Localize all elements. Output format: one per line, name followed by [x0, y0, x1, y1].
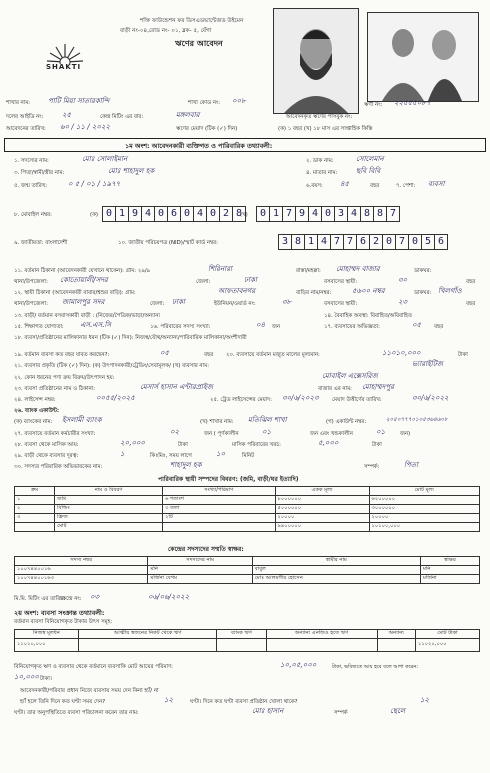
asset-row-cell: জমি — [55, 496, 163, 505]
apply-date-label: আবেদনের তারিখ: — [6, 126, 46, 132]
account-no-label: (গ) একাউন্ট নম্বর: — [326, 419, 367, 425]
stock-value: ১১০১০,০০০ — [382, 349, 421, 357]
present-district-label: জেলা: — [196, 279, 211, 285]
meeting-date-value: ০৬/০৬/২০২২ — [148, 593, 190, 601]
asset-row-cell: ৯৯০০০০০ — [275, 523, 369, 532]
marital-label: ১৪. বৈবাহিক অবস্থা: বিবাহিত/অবিবাহিত — [324, 313, 412, 319]
witness-col-member-no: সদস্য নম্বর — [15, 557, 148, 566]
parttime-label: জন এবং খন্ডকালীন — [310, 431, 353, 437]
travel-time-value: ১০ — [216, 450, 226, 458]
asset-row — [15, 514, 480, 523]
mobile-2-digit: 9 — [296, 207, 309, 221]
mobile-1-digit: 6 — [168, 207, 181, 221]
bank-branch-label: (খ) শাখার নাম: — [200, 419, 234, 425]
present-village-value: শিরিনারা — [208, 265, 233, 273]
mobile-2-digit: 8 — [374, 207, 387, 221]
asset-row-cell: ২ — [15, 505, 55, 514]
duration-options: (ক) ১ বছর (খ) ১৮ মাস এর সাপ্তাহিক কিস্তি — [278, 126, 373, 132]
permanent-district-label: জেলা: — [150, 301, 165, 307]
asset-row-cell: ৩০০০০০০ — [369, 505, 480, 514]
nid-digit: 3 — [279, 235, 292, 249]
duration-label: ঋণের মেয়াদ (টিক (✓) দিন) — [176, 126, 238, 132]
part2-title: ২য় অংশ: ব্যবসা সংক্রান্ত তথ্যাবলী: — [14, 609, 105, 617]
guardian-relation-value: পিতা — [404, 461, 419, 469]
distance-label: ২৯. বাড়ী থেকে ব্যবসার দূরত্ব: — [14, 453, 79, 459]
substitute-relation-label: সম্পর্ক — [334, 710, 348, 716]
witness-table — [14, 556, 480, 584]
mobile-2-digit: 1 — [270, 207, 283, 221]
family-size-value: ০৪ — [256, 321, 266, 329]
hours-question: হ্যাঁ হলে তিনি দিনে কত ঘণ্টা সময় দেন? — [20, 699, 106, 705]
bank-name-value: ইসলামী ব্যাংক — [62, 416, 102, 424]
investment-header: অন্যান্য এনজিও হতে ঋণ — [266, 630, 377, 639]
brand-name: SHAKTI — [46, 63, 82, 71]
experience-label: ১৭. ব্যবসায়ের অভিজ্ঞতা: — [324, 324, 380, 330]
sunburst-logo-icon — [40, 34, 90, 64]
investment-value — [79, 639, 217, 652]
passbook-label: আবেদনকৃত ঋণের পাসবুক নং: — [286, 114, 353, 120]
mobile-number-2 — [256, 206, 400, 222]
part1-title: ১ম অংশ: আবেদনকারী ব্যক্তিগত ও পারিবারিক তথ্যাবলী: — [125, 142, 273, 150]
asset-row-cell: ফ্রিজ — [55, 514, 163, 523]
mother-name-label: ৪. মাতার নাম: — [306, 170, 338, 176]
permanent-stay-label: বসবাসের স্থায়ী: — [324, 301, 358, 307]
assets-col-serial: ক্রম — [15, 487, 55, 496]
mobile-1-digit: 0 — [103, 207, 116, 221]
hours-value: ১২ — [164, 696, 174, 704]
products-label: ২২. কোন ধরনের পণ্য ক্রয় বিক্রয়/উৎপাদন হয়: — [14, 375, 115, 381]
mobile-label: ৮. মোবাইল নম্বর: — [14, 212, 52, 218]
market-value: মোহাম্মদপুর — [362, 383, 394, 391]
parttime-value: ০১ — [376, 428, 386, 436]
asset-row-cell: ১ — [15, 496, 55, 505]
nid-digit: 8 — [292, 235, 305, 249]
mobile-1-digit: 1 — [116, 207, 129, 221]
asset-row-cell: ২টি — [163, 514, 275, 523]
travel-time-unit: মিনিট — [242, 453, 255, 459]
employees-value: ০২ — [170, 428, 180, 436]
nid-digit: 7 — [331, 235, 344, 249]
education-value: এস.এস.সি — [80, 321, 111, 329]
bank-name-label: (ক) ব্যাংকের নাম: — [14, 419, 53, 425]
income-note-value: ১০,০৫,০০০ — [280, 661, 317, 669]
mobile-1-digit: 0 — [207, 207, 220, 221]
present-road-value: মোহাম্মদ বাজার — [336, 265, 380, 273]
part2-subtitle: বর্তমান ব্যবসা বিনিয়োগকৃত টাকার উৎস সমূহ: — [14, 619, 113, 625]
asset-row-cell: ৮০০০০০০ — [275, 496, 369, 505]
permanent-post-label: ডাকঘর: — [414, 290, 432, 296]
investment-value: ১১০২০,০০০ — [415, 639, 479, 652]
present-thana-label: থানা/উপজেলা: — [14, 279, 48, 285]
witness-row-cell: বাবুল — [252, 566, 420, 575]
present-address-label: ১১. বর্তমান ঠিকানা (আবেদনকারী যেখানে থাকেন): গ্রাম: ২৯/৯ — [14, 268, 151, 274]
mobile-2-digit: 7 — [283, 207, 296, 221]
business-address-value: মেসার্স হাসান এন্টারপ্রাইজ — [140, 383, 213, 391]
present-stay-value: ৩০ — [398, 276, 408, 284]
monthly-income-value: ২০,০০০ — [120, 439, 145, 447]
permanent-house-label: বাড়ির নাম/নম্বর: — [296, 290, 332, 296]
witness-row-cell: ১০০৭৪৪০০১৬৩ — [15, 575, 148, 584]
permanent-stay-value: ২৩ — [398, 298, 408, 306]
dob-value: ০ ৫ / ০১ / ১৯৭৭ — [68, 180, 121, 188]
mobile-2-digit: 4 — [309, 207, 322, 221]
investment-header: নিজস্ব মূলধন — [15, 630, 79, 639]
asset-row-cell: ৬ শতাংশ — [163, 496, 275, 505]
permanent-house-value: ৫৬০০ নম্বর — [352, 287, 385, 295]
asset-row-cell: ১০১০০,০০০ — [369, 523, 480, 532]
center-no-label: কেন্দ্রে নং: — [60, 596, 82, 602]
future-income-value: ১০,০০০ — [14, 673, 39, 681]
asset-row — [15, 505, 480, 514]
experience-value: ০৫ — [412, 321, 422, 329]
asset-row-cell: ৬২০০০০০ — [369, 496, 480, 505]
experience-unit: বছর — [434, 324, 444, 330]
asset-row-cell — [15, 523, 55, 532]
mobile-k-label: (ক) — [90, 212, 98, 218]
business-address-label: ২৩. ব্যবসা প্রতিষ্ঠানের নাম ও ঠিকানা: — [14, 386, 96, 392]
asset-row-cell — [163, 523, 275, 532]
fulltime-value: ০১ — [262, 428, 272, 436]
father-name-value: মোঃ শাহাদুল হক — [108, 167, 155, 175]
present-road-label: রাস্তা/মহল্লা: — [296, 268, 321, 274]
applicant-portrait-icon — [274, 9, 358, 113]
branch-name-label: শাখার নাম: — [6, 100, 31, 106]
permanent-thana-label: থানা/উপজেলা: — [14, 301, 48, 307]
permanent-stay-unit: বছর — [466, 301, 476, 307]
assets-col-name: নাম ও বিবরণ — [55, 487, 163, 496]
group-no-label: দলের আইডি নং: — [6, 114, 44, 120]
future-income-unit: টাকা। — [40, 676, 52, 682]
asset-row — [15, 496, 480, 505]
occupation-label: ৭. পেশা: — [396, 183, 416, 189]
distance-value: ১ — [120, 450, 125, 458]
nominee-photo — [367, 12, 479, 102]
mobile-kh-label: (খ) — [240, 212, 248, 218]
guardian-label: ৩০. সদস্যর পরিবারিক অভিভাবকের নাম: — [14, 464, 103, 470]
witness-row — [15, 566, 480, 575]
assets-col-unit-price: একক মূল্য — [275, 487, 369, 496]
license-expiry-label: মেয়াদ উত্তীর্ণের তারিখ: — [332, 397, 382, 403]
business-years-unit: বছর — [204, 352, 214, 358]
permanent-district-value: ঢাকা — [172, 298, 185, 306]
age-unit: বছর — [370, 183, 380, 189]
permanent-post-value: খিলগাঁও — [438, 287, 462, 295]
witness-row-cell: মর্জিনা — [420, 575, 479, 584]
mobile-1-digit: 0 — [181, 207, 194, 221]
member-name-value: মোঃ সোলাইমান — [82, 155, 128, 163]
nid-digit: 7 — [396, 235, 409, 249]
witness-row-cell: মোঃ আলমগীর হোসেন — [252, 575, 420, 584]
future-income-label: টাকা, ভবিষ্যতে আয় হবে বলে আশা করেন: — [332, 664, 419, 670]
nid-digit: 0 — [383, 235, 396, 249]
account-no-value: ২০৫০৭৭৭০১০৫৩৬৪৬০৮ — [386, 417, 448, 423]
branch-name-value: পাটি মিয়া সাতারকান্দি — [48, 97, 110, 105]
witness-col-name: সদস্যদের নাম — [148, 557, 252, 566]
mobile-1-digit: 2 — [220, 207, 233, 221]
nid-digit: 7 — [344, 235, 357, 249]
branch-code-label: শাখা কোড নং: — [188, 100, 221, 106]
mobile-1-digit: 9 — [129, 207, 142, 221]
assets-table — [14, 486, 480, 532]
age-label: ৬.বয়স: — [306, 183, 323, 189]
witness-title: কেন্দ্রের সদস্যদের সম্মতি স্বাক্ষর: — [168, 546, 244, 553]
present-post-label: ডাকঘর: — [414, 268, 432, 274]
permanent-ward-value: ৩৮ — [282, 298, 292, 306]
employees-label: ২৭. ব্যবসায়ে বর্তমান কর্মচারীর সংখ্যা: — [14, 431, 96, 437]
org-address: বাড়ী নং-০৪,রোড নং- ০১, ব্লক- ৫, যেঁগা — [120, 28, 212, 34]
stock-value-label: ২০. ব্যবসায়ে বর্তমান মজুত মালের মূল্যমান: — [226, 352, 320, 358]
asset-row — [15, 523, 480, 532]
mobile-2-digit: 4 — [348, 207, 361, 221]
branch-code-value: ০০৮ — [232, 97, 246, 105]
nid-digit: 6 — [357, 235, 370, 249]
investment-header: আত্মীয় স্বজনের নিকট থেকে ঋণ — [79, 630, 217, 639]
present-stay-unit: বছর — [466, 279, 476, 285]
applicant-photo — [273, 8, 359, 114]
center-no-value: ০৩ — [90, 593, 100, 601]
witness-row-cell: ১০০৭৪৪০০১৬ — [15, 566, 148, 575]
asset-row-cell: বিল্ডিং — [55, 505, 163, 514]
family-expense-value: ৫,০০০ — [318, 439, 339, 447]
assets-title: পারিবারিক স্থায়ী সম্পদের বিবরণ: (জমি, বাড়ী/ঘর ইত্যাদি) — [158, 476, 299, 483]
witness-row-cell: মর্জিনা বেগম — [148, 575, 252, 584]
nid-digit: 4 — [318, 235, 331, 249]
mother-name-value: ছবি বিবি — [356, 167, 381, 175]
nid-digit: 1 — [305, 235, 318, 249]
meeting-date-label: মি.মি. মিটিং এর তারিখ: — [14, 596, 66, 602]
center-day-value: মঙ্গলবার — [176, 111, 200, 119]
asset-row-cell: ২০০০০ — [369, 514, 480, 523]
investment-header: ব্যাংক ঋণ — [217, 630, 266, 639]
nid-digit: 0 — [409, 235, 422, 249]
license-label: ২৪. লাইসেন্স নম্বর: — [14, 397, 56, 403]
witness-col-signature: স্বাক্ষর — [420, 557, 479, 566]
loanee-no-value: ২২৫৫৫০৮৭ — [394, 99, 431, 107]
open-hours-value: ১২ — [420, 696, 430, 704]
member-name-label: ১. সদস্যের নাম: — [14, 158, 49, 164]
market-label: বাজার এর নাম: — [318, 386, 352, 392]
mobile-2-digit: 0 — [322, 207, 335, 221]
witness-col-husband: স্বামীর নাম — [252, 557, 420, 566]
business-name-value: ভ্যারাইটিজ — [412, 360, 443, 368]
permanent-thana-value: জামালপুর সদর — [62, 298, 105, 306]
investment-header: অন্যান্য — [377, 630, 415, 639]
investment-value — [266, 639, 377, 652]
mobile-2-digit: 8 — [361, 207, 374, 221]
license-expiry-value: ৩০/৬/২০২২ — [412, 394, 449, 402]
investment-value: ১১০১০,০০০ — [15, 639, 79, 652]
asset-row-cell: ৩ তলা — [163, 505, 275, 514]
substitute-relation-value: ছেলে — [390, 707, 406, 715]
family-size-label: ১৬. পরিবারের সদস্য সংখ্যা: — [150, 324, 211, 330]
business-years-label: ১৯. বর্তমান ব্যবসা কত বছর যাবত করছেন?: — [14, 352, 110, 358]
monthly-income-label: ২৮. ব্যবসা থেকে মাসিক আয়: — [14, 442, 79, 448]
asset-row-cell: মোট — [55, 523, 163, 532]
apply-date-value: ৬০ / ১১ / ২০২২ — [60, 123, 111, 131]
stock-value-unit: টাকা — [458, 352, 468, 358]
center-day-label: কেন্দ্র মিটিং এর বার: — [100, 114, 144, 120]
dob-label: ৫. জন্ম তারিখ: — [14, 183, 48, 189]
family-size-unit: জন — [272, 324, 281, 330]
guardian-relation-label: সম্পর্ক: — [364, 464, 380, 470]
permanent-address-label: ১২. স্থায়ী ঠিকানা (আবেদনকারী বাবার/শ্বশুর বাড়ি): গ্রাম: — [14, 290, 136, 296]
mobile-1-digit: 4 — [194, 207, 207, 221]
loanee-no-label: ঋণী নং: — [364, 102, 383, 108]
nid-digit: 5 — [422, 235, 435, 249]
mobile-2-digit: 3 — [335, 207, 348, 221]
asset-row-cell: ৩ — [15, 514, 55, 523]
guardian-value: শাহাদুল হক — [170, 461, 202, 469]
bank-branch-value: মতিঝিল শাখা — [248, 416, 287, 424]
org-name: শক্তি ফাউন্ডেশন ফর ডিসএডভান্টেজড উইমেন — [140, 18, 244, 24]
family-expense-label: মাসিক পরিবারের খরচ: — [232, 442, 281, 448]
witness-row-cell: মনি — [148, 566, 252, 575]
mobile-1-digit: 0 — [155, 207, 168, 221]
nickname-value: সোলেমান — [356, 155, 384, 163]
nid-digit: 2 — [370, 235, 383, 249]
nickname-label: ২. ডাক নাম: — [306, 158, 334, 164]
present-stay-label: বসবাসের স্থায়ী: — [324, 279, 358, 285]
witness-row-cell: মনি — [420, 566, 479, 575]
nid-digit: 6 — [437, 236, 445, 247]
distance-unit: কিঃমিঃ, সময় লাগে — [150, 453, 192, 459]
investment-value — [377, 639, 415, 652]
open-hours-question: ঘণ্টা। দিনে কত ঘণ্টা ব্যবসা প্রতিষ্ঠান খোলা থাকে? — [190, 699, 298, 705]
nid-number — [278, 234, 448, 250]
assets-col-total: মোট মূল্য — [369, 487, 480, 496]
mobile-2-digit: 7 — [389, 208, 397, 219]
mobile-number-1 — [102, 206, 246, 222]
mobile-2-digit: 0 — [257, 207, 270, 221]
income-note-label: বিনিয়োগকৃত ঋণ ও ব্যবসার থেকে বর্তমানে ব্যবসাকি মোট আয়ের পরিমাণ: — [14, 664, 173, 670]
mobile-1-digit: 8 — [235, 208, 243, 219]
bank-account-label: ২৬. ব্যাংক একাউন্ট: — [14, 408, 60, 414]
parttime-unit: জন) — [400, 431, 411, 437]
father-name-label: ৩. পিতা/স্বামী/স্ত্রীর নাম: — [14, 170, 65, 176]
nid-label: ১০. জাতীয় পরিচয়পত্র (NID)/স্মার্ট কার্ড নম্বর: — [118, 240, 218, 246]
investment-table — [14, 629, 480, 652]
witness-row — [15, 575, 480, 584]
license-value: ০০৫৫/২০২৫ — [96, 394, 135, 402]
mobile-1-digit: 4 — [142, 207, 155, 221]
license-validity-value: ৩০/৬/২০২৩ — [282, 394, 319, 402]
occupation-value: ব্যবসা — [428, 180, 445, 188]
family-expense-unit: টাকা — [372, 442, 382, 448]
present-thana-value: কোতোয়ালী/সদর — [60, 276, 108, 284]
license-validity-label: ২৫. ট্রেড লাইসেন্সের মেয়াদ: — [210, 397, 272, 403]
housing-label: ১৩. বাড়ী/ বর্তমান বসবাসকারী বাড়ী : (নিজের/পৈত্রিক/ভাড়া/অন্যান্য — [14, 313, 161, 319]
products-value: মোবাইল এক্সেসরিজ — [322, 372, 378, 380]
form-title: ঋণের আবেদন — [175, 39, 223, 48]
investment-header: মোট টাকা — [415, 630, 479, 639]
permanent-ward-label: ইউনিয়ন/ওয়ার্ড নং: — [214, 301, 256, 307]
business-years-value: ০৫ — [160, 349, 170, 357]
asset-row-cell: ৫০০০০০০ — [275, 505, 369, 514]
education-label: ১৫. শিক্ষাগত যোগ্যতা: — [14, 324, 64, 330]
business-type-label: ২১. ব্যবসার প্রকৃতি (টিক (✓) দিন): (ক) উৎপাদনকারী/ট্রেডিং/সেবামূলক/ (খ) ব্যবসার নাম: — [14, 363, 210, 369]
monthly-income-unit: টাকা — [178, 442, 188, 448]
permanent-village-value: আফতাবনগর — [218, 287, 256, 295]
present-district-value: ঢাকা — [244, 276, 257, 284]
nationality-label: ৯. জাতীয়তা: বাংলাদেশী — [14, 240, 68, 246]
asset-row-cell: ২০০০০ — [275, 514, 369, 523]
age-value: ৪৫ — [340, 180, 350, 188]
ownership-label: ১৮. ব্যবসা/প্রতিষ্ঠানের মালিকানার ধরন (টিক (✓) দিন): নিজস্ব/যৌথ/অন্যান্য/পারিবারিক মালিকানা/অংশীদারী — [14, 335, 247, 341]
fulltime-label: জন ( পূর্ণকালীন — [204, 431, 239, 437]
nominee-portraits-icon — [368, 13, 478, 101]
substitute-name-value: মোঃ হাসান — [252, 707, 284, 715]
substitute-question: ঘণ্টা। তার অনুপস্থিতিতে ব্যবসা পরিচালনা করেন তার নাম: — [14, 710, 139, 716]
time-spent-question: আবেদনকারী/পরিবার প্রধান নিজে ব্যবসায় সময় দেন কিনা হ্যাঁ/ না — [20, 688, 159, 694]
group-no-value: ২৫ — [62, 111, 72, 119]
shakti-logo — [40, 34, 90, 78]
assets-col-qty: সংখ্যা/পরিমাণ — [163, 487, 275, 496]
investment-value — [217, 639, 266, 652]
